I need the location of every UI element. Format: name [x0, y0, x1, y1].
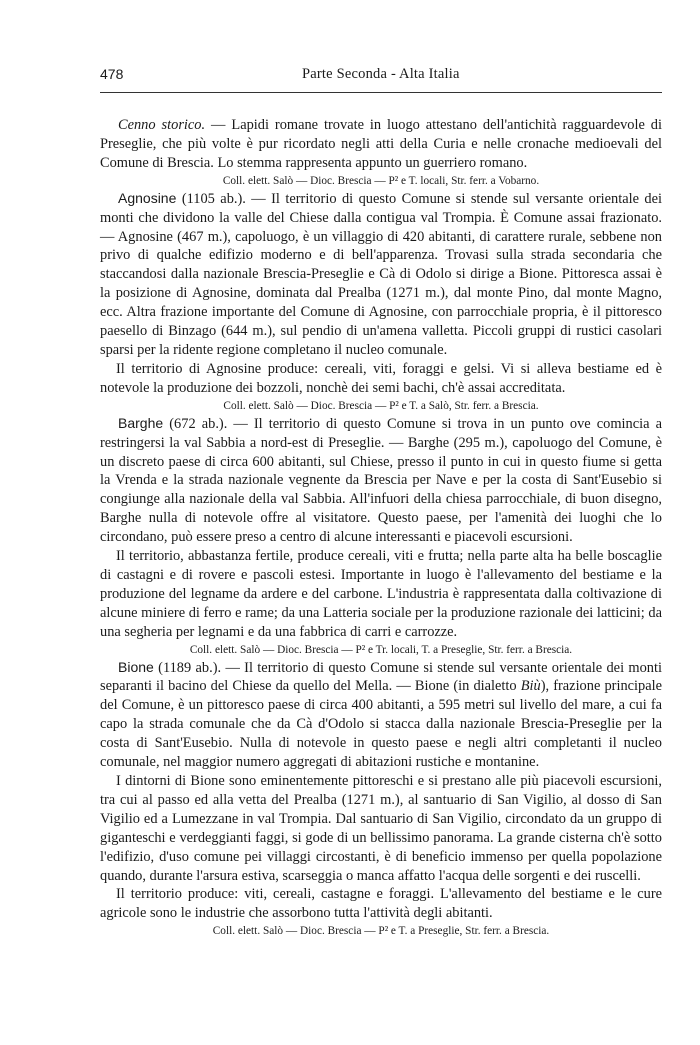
entry-title: Barghe [118, 414, 164, 431]
page-number: 478 [100, 66, 124, 82]
collegio-line: Coll. elett. Salò — Dioc. Brescia — P² e T. a Preseglie, Str. ferr. a Brescia. [212, 925, 550, 938]
paragraph [100, 658, 662, 772]
entry-text: ), frazione principale del Comune, è un pittoresco paese di circa 400 abitanti, a 595 metri sul livello del mare, a cui fa capo la strada comunale che da Cà d'Odolo si stacca dalla nazionale Brescia-Preseglie per la costa di Sant'Eusebio. Nulla di notevole in questo paese e negli altri completanti il nucleo comunale, nel maggior numero aggregati di abitazioni rustiche e montanine. [100, 678, 662, 771]
paragraph [100, 189, 662, 360]
paragraph [100, 414, 662, 547]
collegio-line: Coll. elett. Salò — Dioc. Brescia — P² e Tr. locali, T. a Preseglie, Str. ferr. a Brescia. [189, 643, 573, 656]
paragraph [100, 116, 662, 173]
header-rule [100, 92, 662, 93]
entry-text: (1189 ab.). — Il territorio di questo Comune si stende sul versante orientale dei monti separanti il bacino del Chiese da quello del Mella. — Bione (in dialetto [100, 659, 662, 695]
entry-title: Bione [118, 658, 154, 675]
section-agnosine [100, 189, 662, 414]
cenno-lead: Cenno storico. [118, 117, 206, 133]
paragraph: I dintorni di Bione sono eminentemente pittoreschi e si prestano alle più piacevoli escursioni, tra cui al passo ed alla vetta del Prealba (1271 m.), al santuario di San Vigilio, al dosso di San Vigilio ed a Lumezzane in val Trompia. Dal santuario di San Vigilio, circondato da un gruppo di giganteschi e verdeggianti faggi, si gode di un bellissimo panorama. La grande cisterna ch'è sotto l'edifizio, d'uso comune pei villaggi circostanti, è di beneficio immenso per quella popolazione quando, durante l'arsura estiva, scarseggia o manca affatto l'acqua delle sorgenti e dei ruscelli. [100, 773, 662, 884]
running-head: Parte Seconda - Alta Italia [302, 66, 460, 82]
cenno-text: — Lapidi romane trovate in luogo attestano dell'antichità ragguardevole di Preseglie, che più volte è pur ricordato negli atti della Curia e nelle cronache medioevali del Comune di Brescia. Lo stemma rappresenta appunto un guerriero romano. [100, 117, 663, 171]
paragraph: Il territorio produce: viti, cereali, castagne e foraggi. L'allevamento del bestiame e le cure agricole sono le industrie che assorbono tutta l'attività degli abitanti. [100, 886, 662, 922]
section-barghe [100, 414, 662, 658]
section-bione [100, 658, 662, 940]
entry-title: Agnosine [118, 189, 177, 206]
entry-text: (672 ab.). — Il territorio di questo Comune si trova in un punto ove comincia a restringersi la val Sabbia a nord-est di Preseglie. — Barghe (295 m.), capoluogo del Comune, è un discreto paese di circa 600 abitanti, sul Chiese, presso il punto in cui in questo fiume si getta la Vrenda e la strada nazionale vegnente da Brescia per Nave e per la costa di Sant'Eusebio si congiunge alla nazionale della val Sabbia. All'infuori della chiesa parrocchiale, di buon disegno, Barghe nulla di notevole offre al visitatore. Questo paese, per l'amenità dei luoghi che lo circondano, può essere preso a centro di alcune interessanti e piacevoli escursioni. [100, 415, 662, 546]
page-body [100, 116, 662, 939]
collegio-line: Coll. elett. Salò — Dioc. Brescia — P² e T. locali, Str. ferr. a Vobarno. [222, 174, 540, 187]
paragraph: Il territorio, abbastanza fertile, produce cereali, viti e frutta; nella parte alta ha belle boscaglie di castagni e di rovere e pascoli estesi. Importante in luogo è l'allevamento del bestiame e la produzione del legname da ardere e del carbone. L'industria è rappresentata dalla coltivazione di alcune miniere di ferro e rame; da una Latteria sociale per la produzione razionale dei latticini; da una segheria per legnami e da una fabbrica di carri e carrozze. [100, 548, 662, 640]
paragraph: Il territorio di Agnosine produce: cereali, viti, foraggi e gelsi. Vi si alleva bestiame ed è notevole la produzione dei bozzoli, nonchè dei semi bachi, ch'è assai accreditata. [100, 360, 662, 396]
section-cenno-storico [100, 116, 662, 189]
collegio-line: Coll. elett. Salò — Dioc. Brescia — P² e T. a Salò, Str. ferr. a Brescia. [223, 399, 539, 412]
dialect-name: Biù [520, 678, 541, 695]
entry-text: (1105 ab.). — Il territorio di questo Comune si stende sul versante orientale dei monti che dividono la valle del Chiese dalla contigua val Trompia. È Comune assai frazionato. — Agnosine (467 m.), capoluogo, è un villaggio di 420 abitanti, di carattere rurale, sebbene non privo di qualche edifizio moderno e di bell'apparenza. Trovasi sulla strada secondaria che staccandosi dalla nazionale Brescia-Preseglie e Cà di Odolo si dirige a Bione. Pittoresca assai è la posizione di Agnosine, dominata dal Prealba (1271 m.), dal monte Pino, dal monte Magno, ecc. Altra frazione importante del Comune di Agnosine, con parrocchiale propria, è il pittoresco paesello di Binzago (644 m.), sul pendio di un'amena valletta. Piccoli gruppi di rustici casolari sparsi per la ridente regione completano il nucleo comunale. [100, 190, 662, 358]
